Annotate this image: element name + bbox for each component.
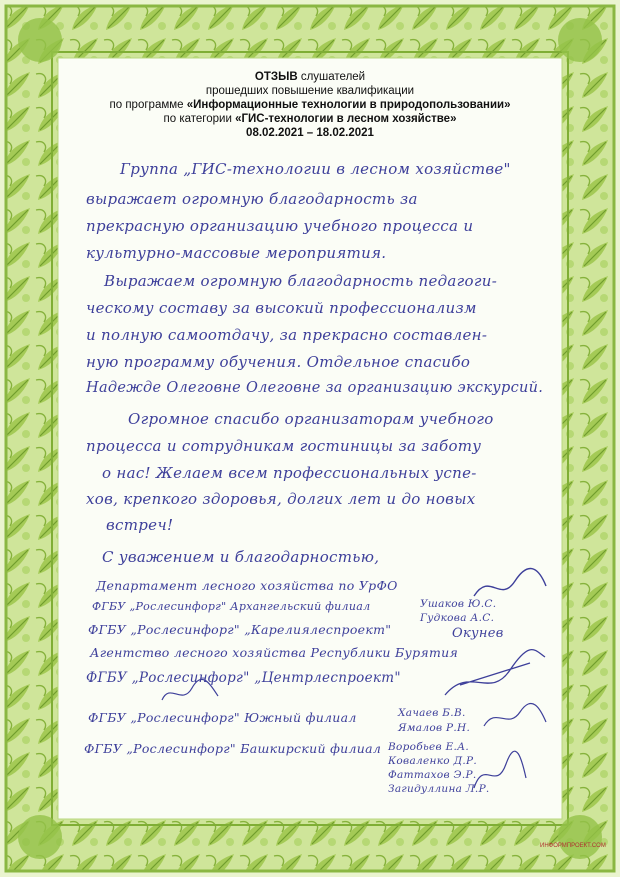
body-line: Надежде Олеговне Олеговне за организацию экскурсий. [86,380,544,396]
body-line: Огромное спасибо организаторам учебного [128,410,494,428]
body-line: ческому составу за высокий профессионализм [86,299,477,317]
body-line: хов, крепкого здоровья, долгих лет и до новых [86,490,476,508]
body-line: Выражаем огромную благодарность педагоги- [104,272,498,290]
signature-name: Хачаев Б.В. [398,707,466,719]
body-line: ную программу обучения. Отдельное спасибо [86,353,471,371]
signature-org: Департамент лесного хозяйства по УрФО [96,578,398,593]
header-category-line [62,112,558,126]
closing-line: С уважением и благодарностью, [102,548,380,566]
signature-name: Окунев [452,626,504,641]
body-line: и полную самоотдачу, за прекрасно составлен- [86,326,488,344]
body-line: встреч! [106,516,174,534]
header-category-prefix: по категории [163,113,236,125]
signature-org: ФГБУ „Рослесинфорг" „Центрлеспроект" [86,670,401,686]
header-program-line [62,98,558,112]
signature-scribble [440,645,550,705]
body-line: культурно-массовые мероприятия. [86,244,387,262]
signature-name: Ушаков Ю.С. [420,598,497,610]
header-dates-value: 08.02.2021 – 18.02.2021 [246,127,374,139]
header-program-name: «Информационные технологии в природопользовании» [186,99,511,111]
body-line: Группа „ГИС-технологии в лесном хозяйстве" [120,160,511,178]
signature-scribble [470,748,530,798]
body-line: прекрасную организацию учебного процесса и [86,217,474,235]
header-title-line [62,70,558,84]
body-line: о нас! Желаем всем профессиональных успе- [102,464,477,482]
signature-scribble [480,700,550,734]
signature-org: ФГБУ „Рослесинфорг" Башкирский филиал [84,741,382,756]
header-title-bold: ОТЗЫВ [254,71,298,83]
signature-name: Воробьев Е.А. [388,741,470,753]
signature-scribble [470,566,550,606]
header-subtitle: прошедших повышение квалификации [205,85,415,97]
header-title-rest: слушателей [297,71,366,83]
signature-org: Агентство лесного хозяйства Республики Бурятия [90,645,459,660]
signature-org: ФГБУ „Рослесинфорг" Южный филиал [88,710,357,725]
document-header [62,70,558,140]
signature-name: Коваленко Д.Р. [388,755,478,767]
signature-name: Ямалов Р.Н. [398,722,471,734]
body-line: выражает огромную благодарность за [86,190,418,208]
signature-scribble [160,678,220,708]
signature-name: Загидуллина Л.Р. [388,783,490,795]
header-category-name: «ГИС-технологии в лесном хозяйстве» [235,113,457,125]
signature-name: Гудкова А.С. [420,612,495,624]
signature-org: ФГБУ „Рослесинфорг" Архангельский филиал [92,600,371,613]
header-program-prefix: по программе [109,99,187,111]
signature-org: ФГБУ „Рослесинфорг" „Карелиялеспроект" [88,622,392,637]
signature-name: Фаттахов Э.Р. [388,769,477,781]
body-line: процесса и сотрудникам гостиницы за заботу [86,437,482,455]
header-dates [62,126,558,140]
publisher-stamp: ИНФОРМПРОЕКТ.COM [540,843,606,849]
